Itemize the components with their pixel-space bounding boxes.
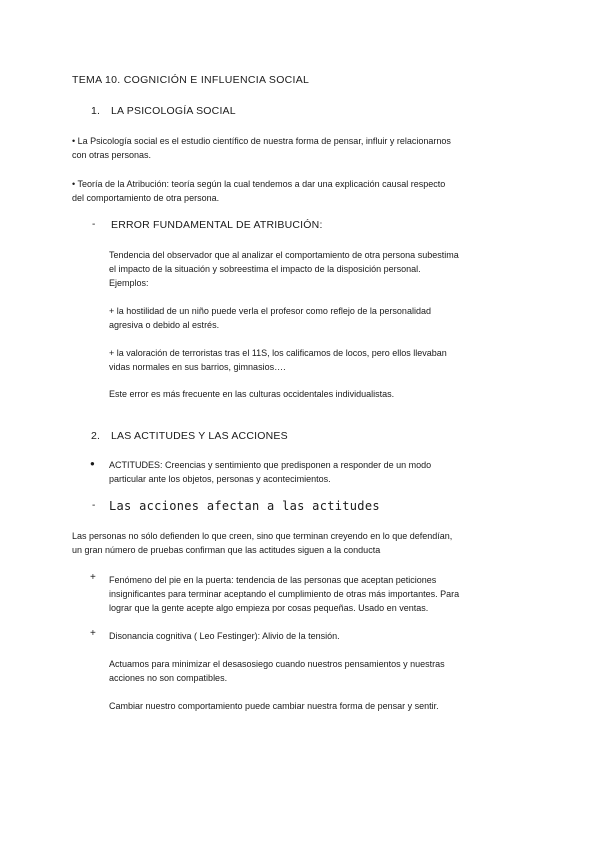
paragraph-line: el impacto de la situación y sobreestima el impacto de la disposición personal.	[109, 264, 421, 274]
paragraph-desasosiego	[109, 657, 445, 685]
paragraph-teoria-atribucion	[72, 177, 445, 205]
paragraph-intro-conducta	[72, 529, 452, 557]
paragraph-line: particular ante los objetos, personas y acontecimientos.	[109, 474, 331, 484]
plus-marker: +	[90, 572, 96, 583]
section-1-number: 1.	[91, 105, 101, 117]
plus-marker: +	[90, 628, 96, 639]
paragraph-line: + la valoración de terroristas tras el 11S, los calificamos de locos, pero ellos llevaban	[109, 348, 447, 358]
paragraph-line: • Teoría de la Atribución: teoría según la cual tendemos a dar una explicación causal respecto	[72, 179, 446, 189]
item-pie-en-la-puerta	[109, 573, 459, 615]
document-title: TEMA 10. COGNICIÓN E INFLUENCIA SOCIAL	[72, 74, 310, 86]
subheading-error-fundamental: ERROR FUNDAMENTAL DE ATRIBUCIÓN:	[111, 219, 323, 231]
section-1-heading: LA PSICOLOGÍA SOCIAL	[111, 105, 236, 117]
item-disonancia-cognitiva: Disonancia cognitiva ( Leo Festinger): Alivio de la tensión.	[109, 631, 340, 641]
paragraph-line: ACTITUDES: Creencias y sentimiento que predisponen a responder de un modo	[109, 460, 432, 470]
paragraph-cambiar-comportamiento: Cambiar nuestro comportamiento puede cambiar nuestra forma de pensar y sentir.	[109, 701, 439, 711]
paragraph-line: Las personas no sólo defienden lo que creen, sino que terminan creyendo en lo que defendían,	[72, 531, 453, 541]
section-2-number: 2.	[91, 430, 101, 442]
paragraph-line: vidas normales en sus barrios, gimnasios….	[109, 362, 286, 372]
paragraph-line: + la hostilidad de un niño puede verla el profesor como reflejo de la personalidad	[109, 306, 431, 316]
paragraph-error-frecuente: Este error es más frecuente en las culturas occidentales individualistas.	[109, 389, 395, 399]
paragraph-line: • La Psicología social es el estudio científico de nuestra forma de pensar, influir y relacionarnos	[72, 136, 451, 146]
paragraph-line: insignificantes para terminar aceptando el cumplimiento de otras más importantes. Para	[109, 589, 460, 599]
paragraph-line: Tendencia del observador que al analizar el comportamiento de otra persona subestima	[109, 250, 459, 260]
paragraph-line: Fenómeno del pie en la puerta: tendencia de las personas que aceptan peticiones	[109, 575, 437, 585]
paragraph-line: con otras personas.	[72, 150, 152, 160]
paragraph-error-definicion	[109, 248, 459, 290]
bullet-marker: ●	[90, 459, 95, 468]
section-2-heading: LAS ACTITUDES Y LAS ACCIONES	[111, 430, 288, 442]
paragraph-line: Actuamos para minimizar el desasosiego cuando nuestros pensamientos y nuestras	[109, 659, 445, 669]
paragraph-line: del comportamiento de otra persona.	[72, 193, 220, 203]
paragraph-line: agresiva o debido al estrés.	[109, 320, 220, 330]
paragraph-line: un gran número de pruebas confirman que las actitudes siguen a la conducta	[72, 545, 381, 555]
paragraph-line: lograr que la gente acepte algo empieza por cosas pequeñas. Usado en ventas.	[109, 603, 429, 613]
paragraph-line: acciones no son compatibles.	[109, 673, 228, 683]
example-terroristas	[109, 346, 447, 374]
paragraph-psicologia-social	[72, 134, 451, 162]
example-hostilidad	[109, 304, 431, 332]
dash-marker: -	[92, 500, 96, 511]
paragraph-actitudes	[109, 458, 431, 486]
subheading-acciones-actitudes: Las acciones afectan a las actitudes	[109, 499, 380, 513]
dash-marker: -	[92, 219, 96, 230]
paragraph-line: Ejemplos:	[109, 278, 149, 288]
